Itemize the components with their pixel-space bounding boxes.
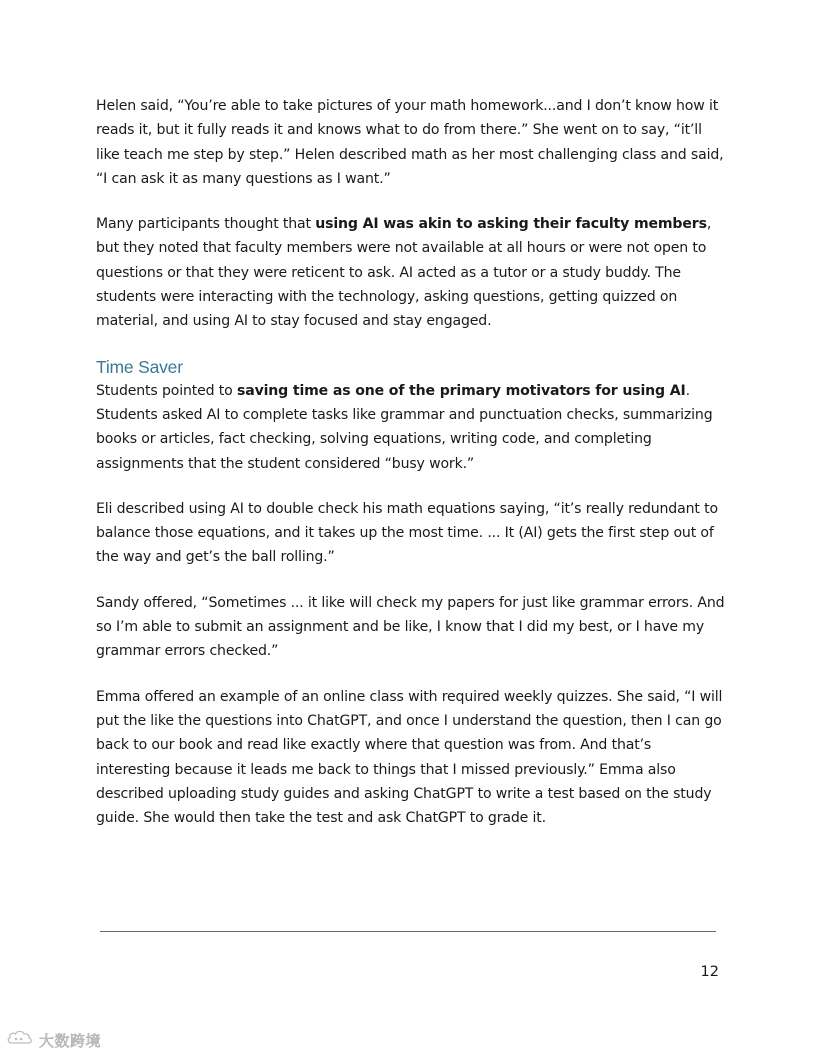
paragraph-eli: Eli described using AI to double check his math equations saying, “it’s really redundant to balance those equations, and it takes up the most time. ... It (AI) gets the first step out of the way and get’s the ball rolling.” (96, 500, 718, 566)
paragraph-faculty (96, 212, 726, 333)
paragraph-faculty-emphasis: using AI was akin to asking their faculty members (315, 216, 707, 233)
cloud-logo-icon (6, 1029, 36, 1051)
paragraph-sandy: Sandy offered, “Sometimes ... it like will check my papers for just like grammar errors. And so I’m able to submit an assignment and be like, I know that I did my best, or I have my grammar errors checked.” (96, 594, 725, 660)
paragraph-faculty-lead: Many participants thought that (96, 216, 316, 233)
paragraph-helen: Helen said, “You’re able to take pictures of your math homework...and I don’t know how it reads it, but it fully reads it and knows what to do from there.” She went on to say, “it’ll like teach me step by step.” Helen described math as her most challenging class and said, “I can ask it as many questions as I want.” (96, 98, 724, 187)
paragraph-saving-time (96, 379, 726, 476)
paragraph-faculty-rest: , but they noted that faculty members were not available at all hours or were not open to questions or that they were reticent to ask. AI acted as a tutor or a study buddy. The students were interacting with the technology, asking questions, getting quizzed on material, and using AI to stay focused and stay engaged. (96, 216, 712, 330)
paragraph-saving-time-emphasis: saving time as one of the primary motivators for using AI (236, 382, 686, 399)
watermark (6, 1029, 101, 1051)
paragraph-emma: Emma offered an example of an online class with required weekly quizzes. She said, “I will put the like the questions into ChatGPT, and once I understand the question, then I can go back to our book and read like exactly where that question was from. And that’s interesting because it leads me back to things that I missed previously.” Emma also described uploading study guides and asking ChatGPT to write a test based on the study guide. She would then take the test and ask ChatGPT to grade it. (96, 688, 723, 827)
section-heading-time-saver: Time Saver (96, 356, 183, 377)
paragraph-saving-time-lead: Students pointed to (96, 382, 237, 399)
watermark-text: 大数跨境 (39, 1031, 102, 1050)
page-body (96, 94, 726, 851)
paragraph-saving-time-rest: . Students asked AI to complete tasks like grammar and punctuation checks, summarizing books or articles, fact checking, solving equations, writing code, and completing assignments that the student considered “busy work.” (96, 382, 713, 472)
page-number: 12 (700, 964, 719, 980)
footer-divider (100, 931, 716, 932)
